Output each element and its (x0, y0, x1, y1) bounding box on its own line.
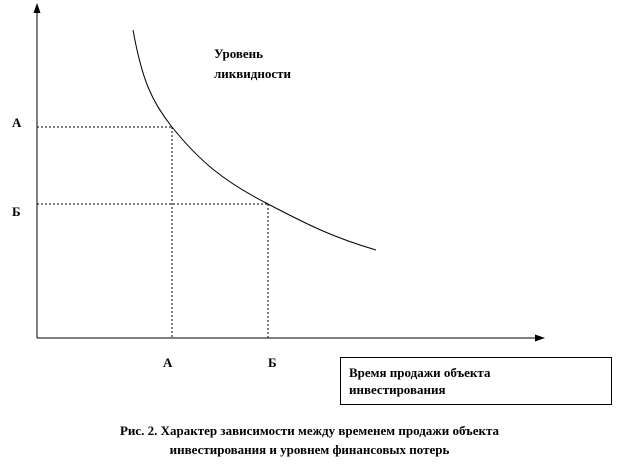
caption-line: инвестирования и уровнем финансовых потерь (169, 442, 450, 457)
curve-label-line: Уровень (214, 46, 264, 61)
x-axis-label-box (340, 357, 612, 405)
curve-label-line: ликвидности (214, 66, 291, 81)
x-axis-arrowhead (535, 335, 545, 342)
x-mark-a: А (163, 355, 173, 370)
y-mark-b: Б (12, 204, 21, 219)
y-mark-a: А (12, 115, 22, 130)
x-axis-label-line: Время продажи объекта (349, 365, 491, 380)
x-axis-label-line: инвестирования (349, 382, 446, 397)
curve-label (214, 44, 291, 84)
x-mark-b: Б (268, 355, 277, 370)
figure-caption (0, 421, 619, 459)
caption-line: Рис. 2. Характер зависимости между временем продажи объекта (119, 423, 500, 438)
y-axis-arrowhead (34, 3, 41, 13)
